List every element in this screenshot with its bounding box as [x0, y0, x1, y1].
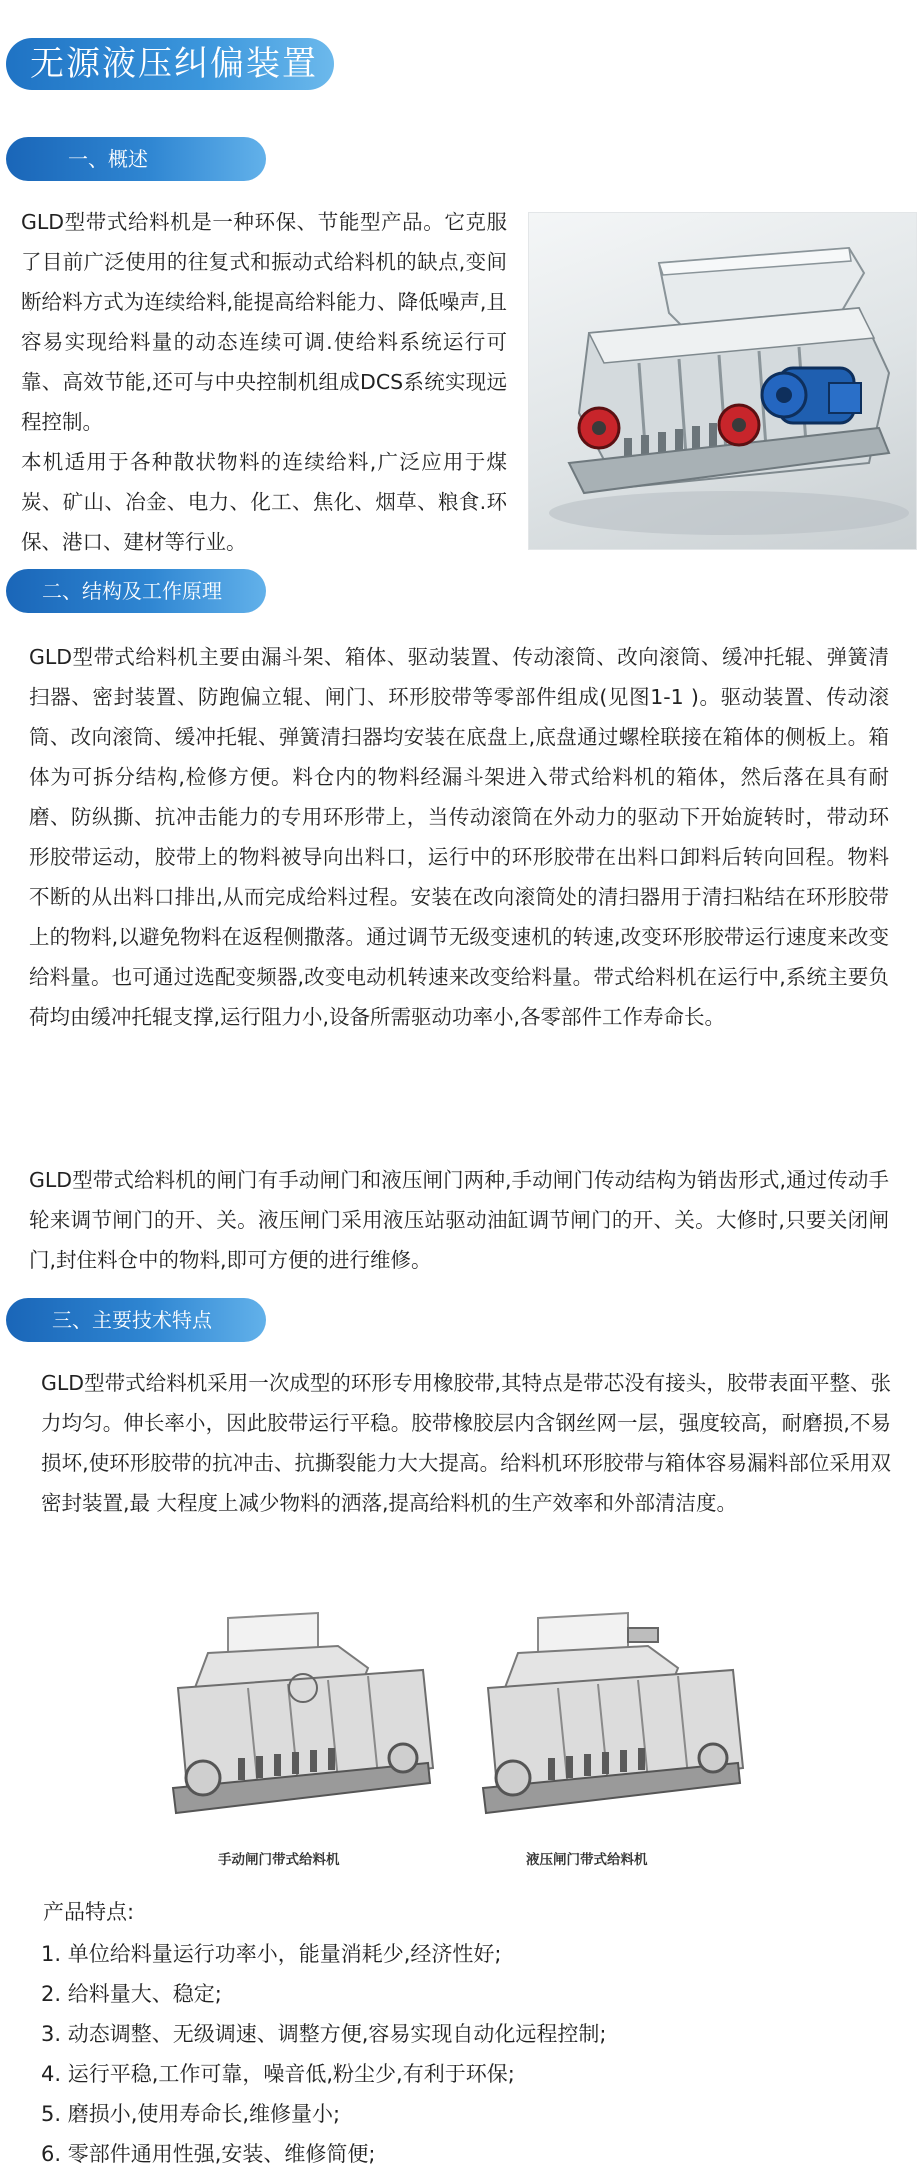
- feeder-photo: [528, 212, 917, 550]
- hydraulic-gate-feeder-drawing: [478, 1608, 746, 1840]
- list-item: 3. 动态调整、无级调速、调整方便,容易实现自动化远程控制;: [41, 2022, 607, 2046]
- section-features-heading: 三、主要技术特点: [6, 1298, 266, 1342]
- page-title: 无源液压纠偏装置: [6, 38, 334, 90]
- hydraulic-gate-feeder-illustration: [478, 1608, 746, 1840]
- list-item: 1. 单位给料量运行功率小，能量消耗少,经济性好;: [41, 1942, 502, 1966]
- structure-paragraph-2: GLD型带式给料机的闸门有手动闸门和液压闸门两种,手动闸门传动结构为销齿形式,通过传动手轮来调节闸门的开、关。液压闸门采用液压站驱动油缸调节闸门的开、关。大修时,只要关闭闸门,封住料仓中的物料,即可方便的进行维修。: [29, 1168, 889, 1272]
- features-paragraph: GLD型带式给料机采用一次成型的环形专用橡胶带,其特点是带芯没有接头，胶带表面平整、张力均匀。伸长率小，因此胶带运行平稳。胶带橡胶层内含钢丝网一层，强度较高，耐磨损,不易损坏,使环形胶带的抗冲击、抗撕裂能力大大提高。给料机环形胶带与箱体容易漏料部位采用双密封装置,最 大程度上减少物料的洒落,提高给料机的生产效率和外部清洁度。: [41, 1371, 891, 1515]
- manual-gate-feeder-caption: 手动闸门带式给料机: [218, 1852, 340, 1868]
- overview-text: [21, 202, 507, 562]
- manual-gate-feeder-drawing: [168, 1608, 436, 1840]
- section-structure-heading: 二、结构及工作原理: [6, 569, 266, 613]
- structure-paragraph-1: GLD型带式给料机主要由漏斗架、箱体、驱动装置、传动滚筒、改向滚筒、缓冲托辊、弹簧清扫器、密封装置、防跑偏立辊、闸门、环形胶带等零部件组成(见图1-1 )。驱动装置、传动滚筒、改向滚筒、缓冲托辊、弹簧清扫器均安装在底盘上,底盘通过螺栓联接在箱体的侧板上。箱体为可拆分结构,检修方便。料仓内的物料经漏斗架进入带式给料机的箱体，然后落在具有耐磨、防纵撕、抗冲击能力的专用环形带上，当传动滚筒在外动力的驱动下开始旋转时，带动环形胶带运动，胶带上的物料被导向出料口，运行中的环形胶带在出料口卸料后转向回程。物料不断的从出料口排出,从而完成给料过程。安装在改向滚筒处的清扫器用于清扫粘结在环形胶带上的物料,以避免物料在返程侧撒落。通过调节无级变速机的转速,改变环形胶带运行速度来改变给料量。也可通过选配变频器,改变电动机转速来改变给料量。带式给料机在运行中,系统主要负荷均由缓冲托辊支撑,运行阻力小,设备所需驱动功率小,各零部件工作寿命长。: [29, 645, 889, 1029]
- overview-paragraph-2: 本机适用于各种散状物料的连续给料,广泛应用于煤炭、矿山、冶金、电力、化工、焦化、烟草、粮食.环保、港口、建材等行业。: [21, 450, 507, 554]
- product-features-list: [41, 1934, 606, 2174]
- feeder-machine-illustration: [529, 213, 917, 550]
- list-item: 6. 零部件通用性强,安装、维修简便;: [41, 2142, 376, 2166]
- product-features-title: 产品特点:: [43, 1900, 135, 1924]
- list-item: 2. 给料量大、稳定;: [41, 1982, 222, 2006]
- hydraulic-gate-feeder-caption: 液压闸门带式给料机: [526, 1852, 648, 1868]
- list-item: 4. 运行平稳,工作可靠，噪音低,粉尘少,有利于环保;: [41, 2062, 515, 2086]
- list-item: 5. 磨损小,使用寿命长,维修量小;: [41, 2102, 341, 2126]
- section-overview-heading: 一、概述: [6, 137, 266, 181]
- overview-paragraph-1: GLD型带式给料机是一种环保、节能型产品。它克服了目前广泛使用的往复式和振动式给料机的缺点,变间断给料方式为连续给料,能提高给料能力、降低噪声,且容易实现给料量的动态连续可调.使给料系统运行可靠、高效节能,还可与中央控制机组成DCS系统实现远程控制。: [21, 210, 507, 434]
- manual-gate-feeder-illustration: [168, 1608, 436, 1840]
